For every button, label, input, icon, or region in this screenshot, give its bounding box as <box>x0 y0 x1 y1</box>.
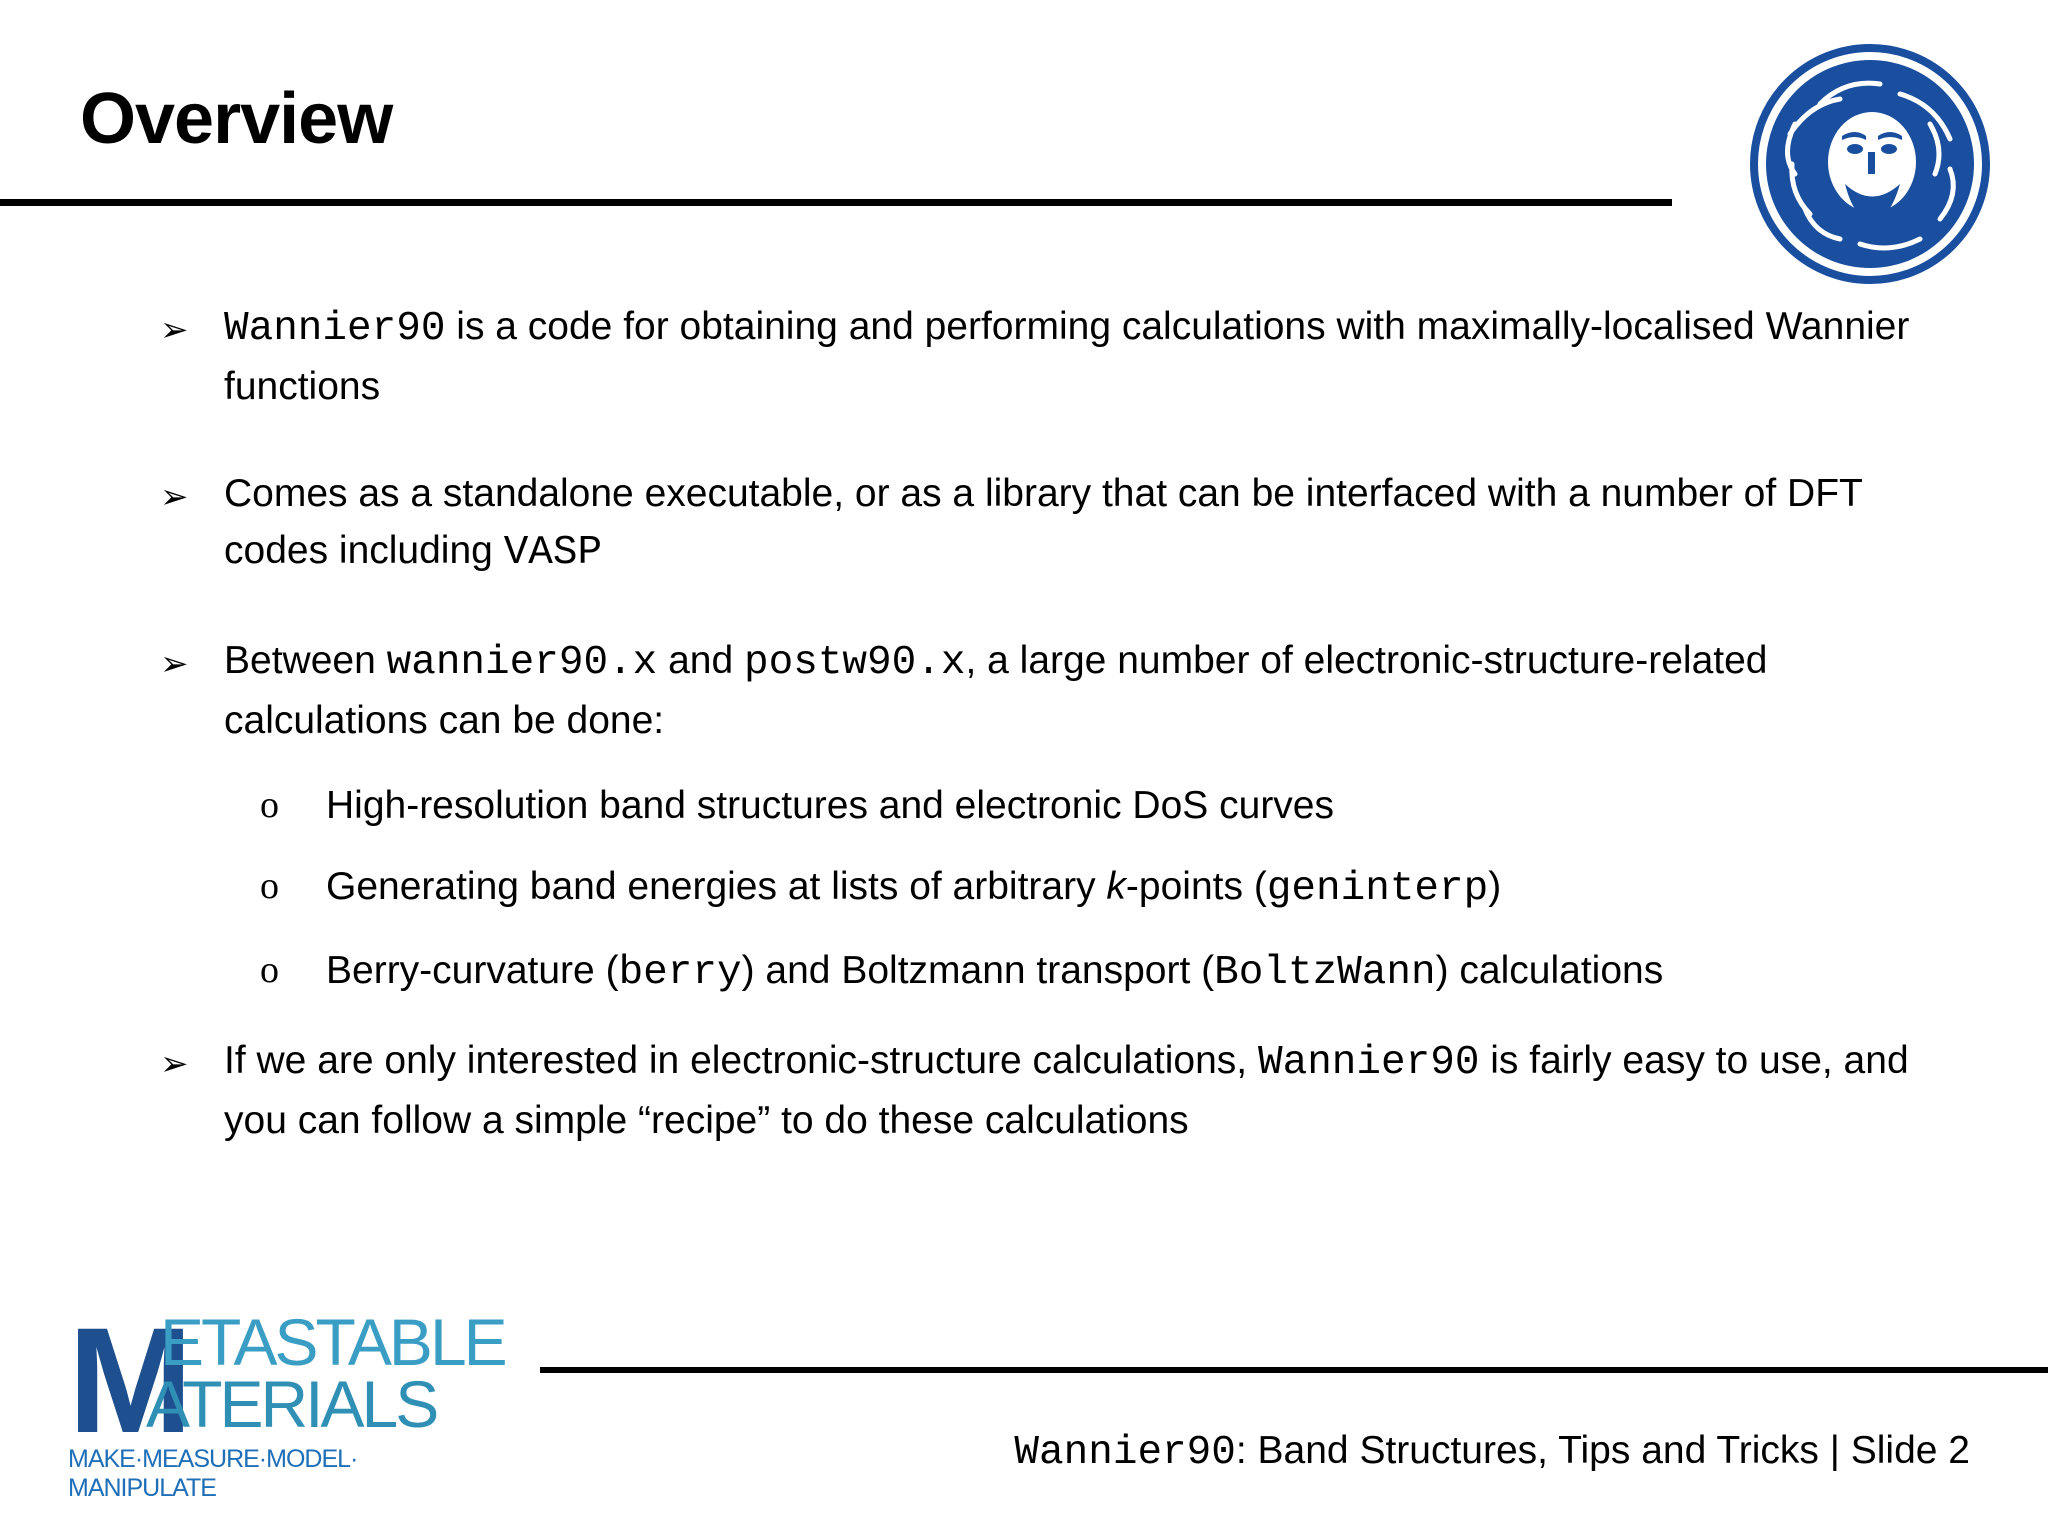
code-term: wannier90.x <box>386 640 658 686</box>
code-term: VASP <box>503 530 603 576</box>
italic-k: k <box>1106 865 1126 908</box>
bullet-standalone-library <box>160 465 1920 582</box>
sub-bullet-text: -points ( <box>1125 865 1267 908</box>
sub-bullet-marker: o <box>260 784 279 826</box>
bullet-arrow-icon: ➢ <box>160 477 189 517</box>
sub-bullet-text: Generating band energies at lists of arbitrary <box>326 865 1107 908</box>
footer-text: : Band Structures, Tips and Tricks | Slide 2 <box>1235 1429 1970 1472</box>
sub-bullet-marker: o <box>260 949 279 991</box>
bullet-text: is fairly easy to use, and you can follow a simple “recipe” to do these calculations <box>224 1039 1909 1142</box>
bullet-text: , a large number of electronic-structure-related calculations can be done: <box>224 639 1768 742</box>
logo-tagline: MAKE·MEASURE·MODEL· MANIPULATE <box>68 1445 358 1502</box>
code-term: Wannier90 <box>1257 1040 1480 1086</box>
bullet-text: and <box>657 639 745 682</box>
sub-bullet-list <box>160 777 1920 1002</box>
sub-bullet-text: High-resolution band structures and electronic DoS curves <box>326 784 1335 827</box>
logo-row1: ETASTABLE <box>160 1305 505 1379</box>
footer-code: Wannier90 <box>1014 1430 1236 1476</box>
title-divider <box>0 199 1672 206</box>
university-seal-icon <box>1750 44 1990 284</box>
sub-bullet-berry-boltzwann <box>160 942 1920 1002</box>
code-term: geninterp <box>1266 866 1489 912</box>
logo-row2: ATERIALS <box>146 1367 437 1441</box>
bullet-arrow-icon: ➢ <box>160 644 189 684</box>
sub-bullet-text: ) <box>1488 865 1502 908</box>
code-term: berry <box>618 950 742 996</box>
sub-bullet-band-structures <box>160 777 1920 834</box>
code-term: postw90.x <box>744 640 966 686</box>
code-term: BoltzWann <box>1214 950 1436 996</box>
bullet-wannier90-intro <box>160 298 1920 415</box>
slide-footer <box>1014 1426 1970 1478</box>
logo-letter: M <box>68 1296 193 1464</box>
slide-title: Overview <box>80 79 393 159</box>
sub-bullet-text: ) calculations <box>1435 949 1664 992</box>
metastable-materials-logo <box>68 1296 508 1502</box>
bullet-text: is a code for obtaining and performing calculations with maximally-localised Wannier functions <box>224 305 1910 408</box>
bullet-text: If we are only interested in electronic-structure calculations, <box>224 1039 1258 1082</box>
bullet-calculations <box>160 632 1920 749</box>
sub-bullet-text: Berry-curvature ( <box>326 949 619 992</box>
sub-bullet-geninterp <box>160 858 1920 918</box>
bullet-list <box>160 298 1920 1199</box>
bullet-text: Comes as a standalone executable, or as a library that can be interfaced with a number of DFT codes including <box>224 472 1863 572</box>
sub-bullet-marker: o <box>260 865 279 907</box>
bullet-arrow-icon: ➢ <box>160 310 189 350</box>
sub-bullet-text: ) and Boltzmann transport ( <box>741 949 1215 992</box>
bullet-text: Between <box>224 639 387 682</box>
footer-divider <box>540 1367 2048 1373</box>
bullet-easy-recipe <box>160 1032 1920 1149</box>
bullet-arrow-icon: ➢ <box>160 1044 189 1084</box>
code-term: Wannier90 <box>224 306 446 352</box>
